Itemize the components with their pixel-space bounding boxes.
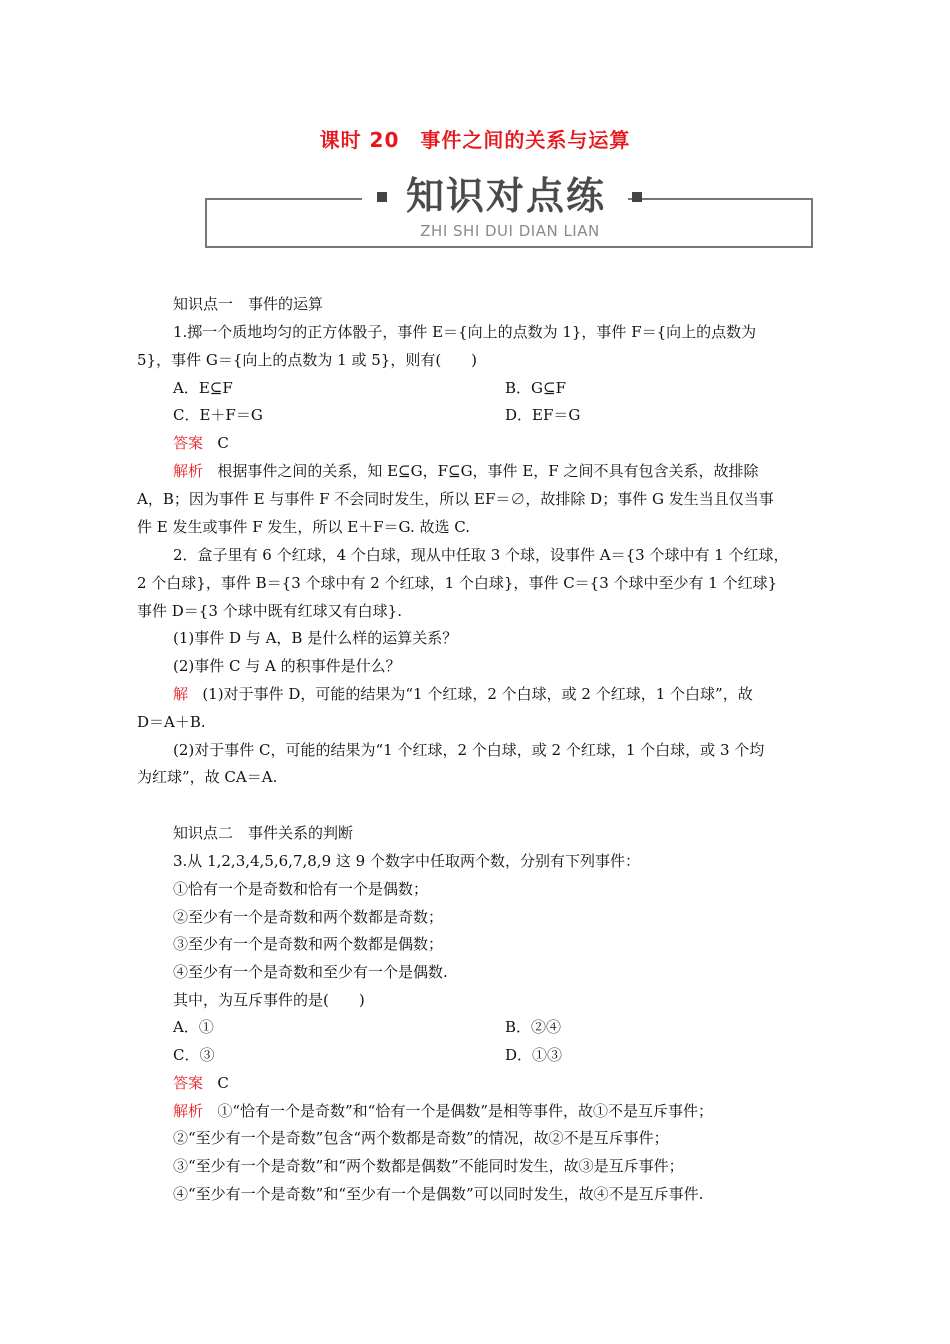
q3-item-2: ②至少有一个是奇数和两个数都是奇数； xyxy=(173,908,444,926)
q3-item-3: ③至少有一个是奇数和两个数都是偶数； xyxy=(173,935,444,953)
banner-dot-left xyxy=(377,192,387,202)
q1-option-d: D．EF＝G xyxy=(505,406,581,424)
answer-value: C xyxy=(217,1074,229,1092)
q2-line-1: 2．盒子里有 6 个红球，4 个白球，现从中任取 3 个球，设事件 A＝{3 个球中有 1 个红球， xyxy=(173,546,789,564)
q2-solution-line-4: 为红球”，故 CA＝A. xyxy=(137,768,278,786)
q2-solution-line-1 xyxy=(173,684,753,704)
q2-part-1: (1)事件 D 与 A，B 是什么样的运算关系？ xyxy=(173,629,458,647)
q1-analysis-line-2: A，B；因为事件 E 与事件 F 不会同时发生，所以 EF＝∅，故排除 D；事件 G 发生当且仅当事 xyxy=(137,490,774,508)
analysis-label: 解析 xyxy=(173,462,204,480)
banner-title: 知识对点练 xyxy=(405,174,606,218)
q1-answer xyxy=(173,433,229,453)
q2-solution-line-2: D＝A＋B. xyxy=(137,713,206,731)
q2-line-2: 2 个白球}，事件 B＝{3 个球中有 2 个红球，1 个白球}，事件 C＝{3 个球中至少有 1 个红球} xyxy=(137,574,778,592)
q3-answer xyxy=(173,1073,229,1093)
q3-item-4: ④至少有一个是奇数和至少有一个是偶数. xyxy=(173,963,448,981)
q3-option-c: C．③ xyxy=(173,1046,215,1064)
answer-value: C xyxy=(217,434,229,452)
answer-label: 答案 xyxy=(173,434,204,452)
q3-line-1: 3.从 1,2,3,4,5,6,7,8,9 这 9 个数字中任取两个数，分别有下列事件： xyxy=(173,852,640,870)
q1-analysis-line-1 xyxy=(173,461,758,481)
q1-option-c: C．E＋F＝G xyxy=(173,406,263,424)
q1-analysis-line-3: 件 E 发生或事件 F 发生，所以 E＋F＝G. 故选 C. xyxy=(137,518,471,536)
q2-part-2: (2)事件 C 与 A 的积事件是什么？ xyxy=(173,657,401,675)
q1-line-1: 1.掷一个质地均匀的正方体骰子，事件 E＝{向上的点数为 1}，事件 F＝{向上的点数为 xyxy=(173,323,757,341)
q3-option-b: B．②④ xyxy=(505,1018,562,1036)
analysis-text: 根据事件之间的关系，知 E⊆G，F⊆G，事件 E，F 之间不具有包含关系，故排除 xyxy=(217,462,759,480)
banner-dot-right xyxy=(632,192,642,202)
q3-ask: 其中，为互斥事件的是( ) xyxy=(173,991,365,1009)
q3-analysis-line-4: ④“至少有一个是奇数”和“至少有一个是偶数”可以同时发生，故④不是互斥事件. xyxy=(173,1185,704,1203)
q2-line-3: 事件 D＝{3 个球中既有红球又有白球}. xyxy=(137,602,402,620)
banner-subtitle: ZHI SHI DUI DIAN LIAN xyxy=(420,222,600,240)
q1-line-2: 5}，事件 G＝{向上的点数为 1 或 5}，则有( ) xyxy=(137,351,478,369)
page-title: 课时 20 事件之间的关系与运算 xyxy=(319,128,631,152)
solution-text: (1)对于事件 D，可能的结果为“1 个红球，2 个白球，或 2 个红球，1 个白球”，故 xyxy=(202,685,753,703)
q1-option-b: B．G⊆F xyxy=(505,379,566,397)
q3-analysis-line-2: ②“至少有一个是奇数”包含“两个数都是奇数”的情况，故②不是互斥事件； xyxy=(173,1129,669,1147)
analysis-label: 解析 xyxy=(173,1102,204,1120)
section-heading-1: 知识点一 事件的运算 xyxy=(173,295,324,313)
q2-solution-line-3: (2)对于事件 C，可能的结果为“1 个红球，2 个白球，或 2 个红球，1 个白球，或 3 个均 xyxy=(173,741,765,759)
section-heading-2: 知识点二 事件关系的判断 xyxy=(173,824,354,842)
q1-option-a: A．E⊆F xyxy=(173,379,233,397)
solution-label: 解 xyxy=(173,685,189,703)
q3-option-d: D．①③ xyxy=(505,1046,563,1064)
q3-analysis-line-1 xyxy=(173,1101,713,1121)
q3-item-1: ①恰有一个是奇数和恰有一个是偶数； xyxy=(173,880,429,898)
q3-analysis-line-3: ③“至少有一个是奇数”和“两个数都是偶数”不能同时发生，故③是互斥事件； xyxy=(173,1157,684,1175)
answer-label: 答案 xyxy=(173,1074,204,1092)
q3-option-a: A．① xyxy=(173,1018,214,1036)
analysis-text: ①“恰有一个是奇数”和“恰有一个是偶数”是相等事件，故①不是互斥事件； xyxy=(217,1102,714,1120)
section-banner xyxy=(205,172,813,250)
